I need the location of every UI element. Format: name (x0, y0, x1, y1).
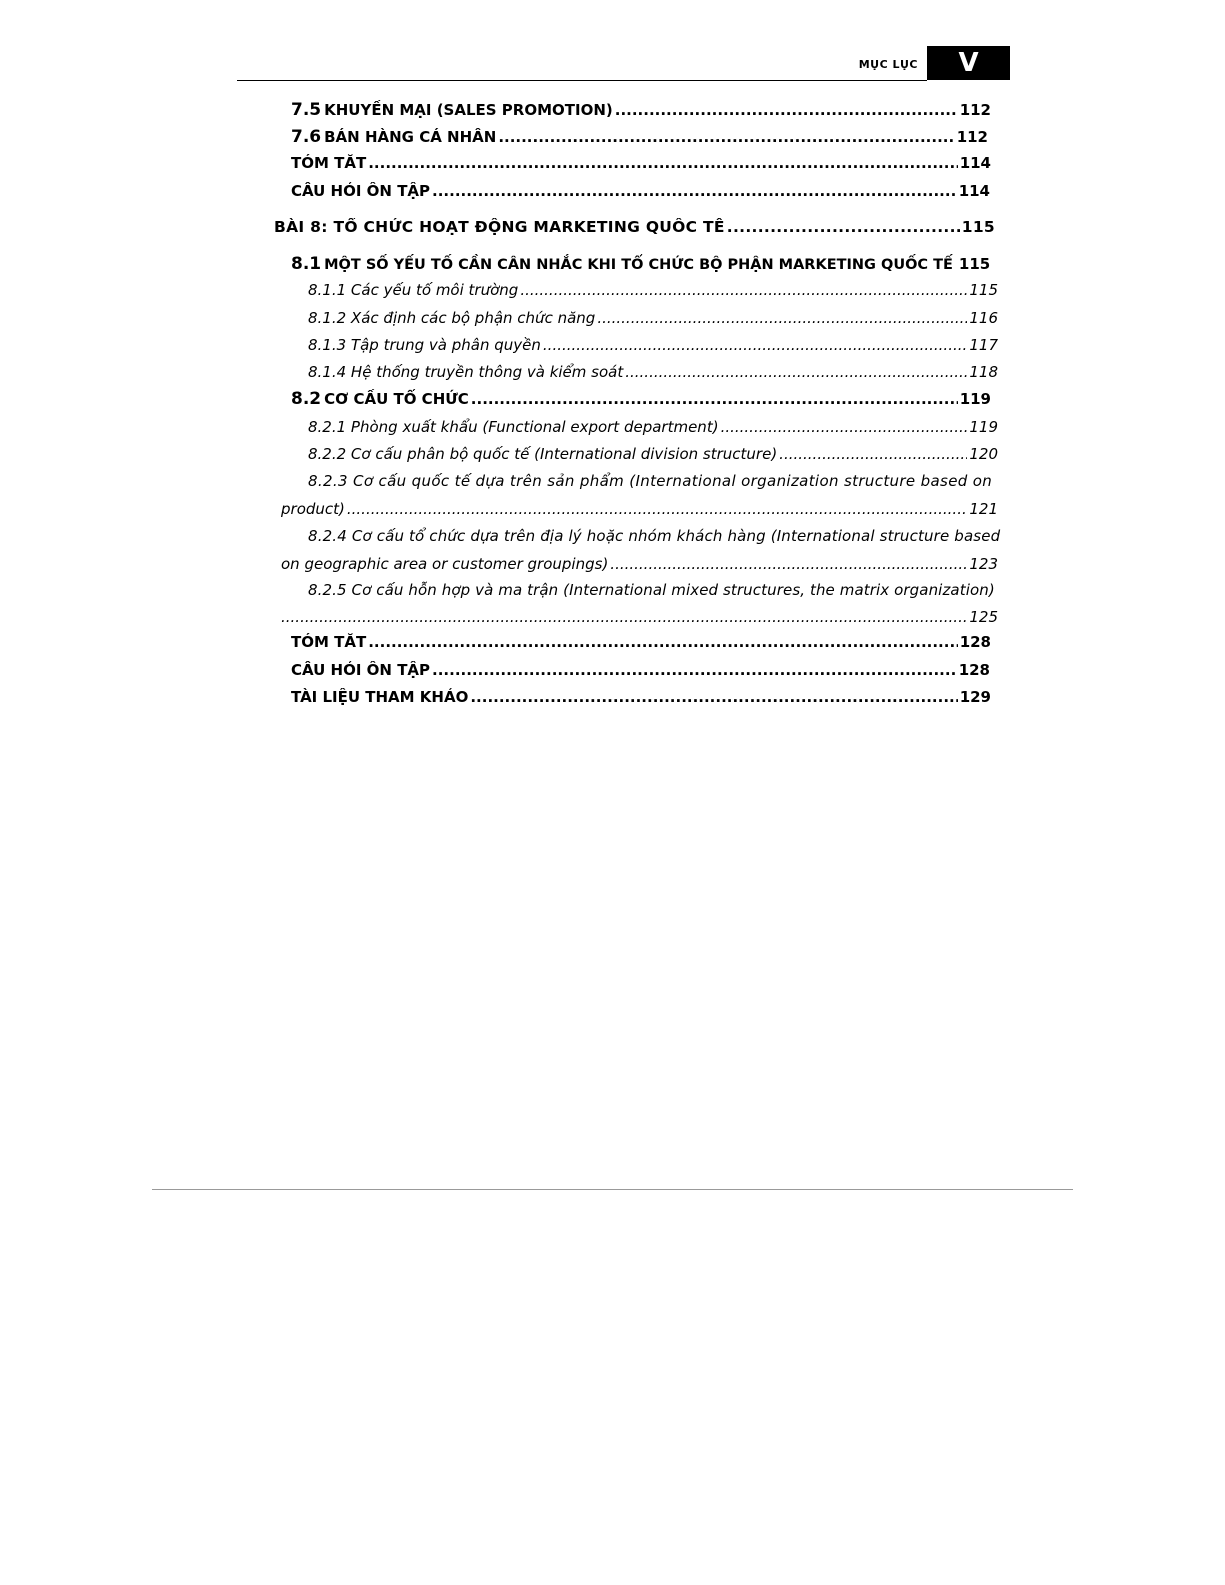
toc-entry-8-2-5-line1[interactable]: 8.2.5 Cơ cấu hỗn hợp và ma trận (International mixed structures, the matrix organization) (308, 581, 995, 599)
toc-title: 8.1.2 Xác định các bộ phận chức năng (308, 309, 596, 327)
toc-page: 112 (956, 128, 988, 146)
dot-leader (368, 154, 957, 172)
toc-entry-8-2-4[interactable] (281, 555, 998, 573)
dot-leader (543, 336, 967, 354)
running-header-label: MỤC LỤC (858, 58, 918, 71)
toc-page: 125 (969, 608, 998, 626)
toc-title: TÀI LIỆU THAM KHẢO (291, 688, 469, 706)
toc-page: 118 (969, 363, 998, 381)
toc-entry-chapter-8[interactable] (274, 218, 995, 236)
toc-page: 120 (969, 445, 998, 463)
toc-entry-8-1-3[interactable] (308, 336, 998, 354)
dot-leader (610, 555, 967, 573)
toc-page: 129 (959, 688, 991, 706)
toc-title: TÓM TẮT (291, 154, 367, 172)
toc-entry-summary-8[interactable] (291, 633, 991, 651)
toc-entry-8-2-2[interactable] (308, 445, 998, 463)
toc-entry-8-2-3[interactable] (281, 500, 998, 518)
toc-title: 8.1.1 Các yếu tố môi trường (308, 281, 519, 299)
toc-entry-8-1-2[interactable] (308, 309, 998, 327)
toc-page: 117 (969, 336, 998, 354)
dot-leader (779, 445, 967, 463)
toc-entry-8-1-4[interactable] (308, 363, 998, 381)
toc-title: 8.2.2 Cơ cấu phân bộ quốc tế (International division structure) (308, 445, 778, 463)
toc-page: 128 (959, 633, 991, 651)
toc-number: 8.1 (291, 254, 322, 274)
toc-title: MỘT SỐ YẾU TỐ CẦN CÂN NHẮC KHI TỔ CHỨC BỘ PHẬN MARKETING QUỐC TẾ (324, 257, 953, 273)
toc-page: 121 (969, 500, 998, 518)
footer-rule (152, 1189, 1073, 1190)
toc-title: BÀI 8: TỔ CHỨC HOẠT ĐỘNG MARKETING QUỐC TẾ (274, 218, 725, 236)
page-numeral: V (927, 46, 1010, 80)
toc-title: CƠ CẤU TỔ CHỨC (324, 390, 469, 408)
toc-entry-review-7[interactable] (291, 182, 990, 200)
toc-title: on geographic area or customer groupings) (281, 555, 609, 573)
dot-leader (281, 608, 967, 626)
dot-leader (470, 688, 957, 706)
dot-leader (432, 661, 957, 679)
dot-leader (471, 390, 958, 408)
toc-entry-8-2-1[interactable] (308, 418, 998, 436)
dot-leader (721, 418, 968, 436)
toc-entry-summary-7[interactable] (291, 154, 991, 172)
toc-entry-8-1-1[interactable] (308, 281, 998, 299)
toc-entry-review-8[interactable] (291, 661, 990, 679)
toc-title: 8.1.4 Hệ thống truyền thông và kiểm soát (308, 363, 624, 381)
toc-entry-8-2[interactable] (291, 389, 991, 409)
toc-title: TÓM TẮT (291, 633, 367, 651)
toc-page: 114 (959, 154, 991, 172)
toc-title: 8.1.3 Tập trung và phân quyền (308, 336, 541, 354)
toc-title: BÁN HÀNG CÁ NHÂN (324, 128, 497, 146)
toc-entry-8-2-4-line1[interactable]: 8.2.4 Cơ cấu tổ chức dựa trên địa lý hoặc nhóm khách hàng (International structure based (308, 527, 1001, 545)
dot-leader (597, 309, 967, 327)
toc-title: CÂU HỎI ÔN TẬP (291, 661, 431, 679)
toc-entry-7-5[interactable] (291, 100, 991, 120)
toc-title: product) (281, 500, 345, 518)
toc-title: CÂU HỎI ÔN TẬP (291, 182, 431, 200)
toc-entry-8-2-5[interactable] (281, 608, 998, 626)
toc-page: 123 (969, 555, 998, 573)
toc-entry-8-2-3-line1[interactable]: 8.2.3 Cơ cấu quốc tế dựa trên sản phẩm (International organization structure based on (308, 472, 993, 490)
dot-leader (368, 633, 957, 651)
dot-leader (615, 101, 958, 119)
toc-number: 7.6 (291, 127, 322, 147)
toc-number: 8.2 (291, 389, 322, 409)
dot-leader (520, 281, 967, 299)
toc-page: 119 (969, 418, 998, 436)
dot-leader (347, 500, 967, 518)
toc-page: 128 (958, 661, 990, 679)
dot-leader (625, 363, 967, 381)
toc-number: 7.5 (291, 100, 322, 120)
toc-entry-8-1[interactable] (291, 254, 991, 274)
toc-page: 114 (958, 182, 990, 200)
toc-page: 116 (969, 309, 998, 327)
toc-title: 8.2.1 Phòng xuất khẩu (Functional export department) (308, 418, 719, 436)
toc-page: 119 (959, 390, 991, 408)
dot-leader (432, 182, 957, 200)
toc-entry-7-6[interactable] (291, 127, 988, 147)
header-rule (237, 80, 927, 81)
dot-leader (498, 128, 954, 146)
toc-entry-references[interactable] (291, 688, 991, 706)
toc-title: KHUYẾN MẠI (SALES PROMOTION) (324, 101, 613, 119)
dot-leader (727, 218, 960, 236)
toc-page: 115 (961, 218, 995, 236)
toc-page: 112 (959, 101, 991, 119)
toc-page: 115 (958, 255, 991, 273)
toc-page: 115 (969, 281, 998, 299)
